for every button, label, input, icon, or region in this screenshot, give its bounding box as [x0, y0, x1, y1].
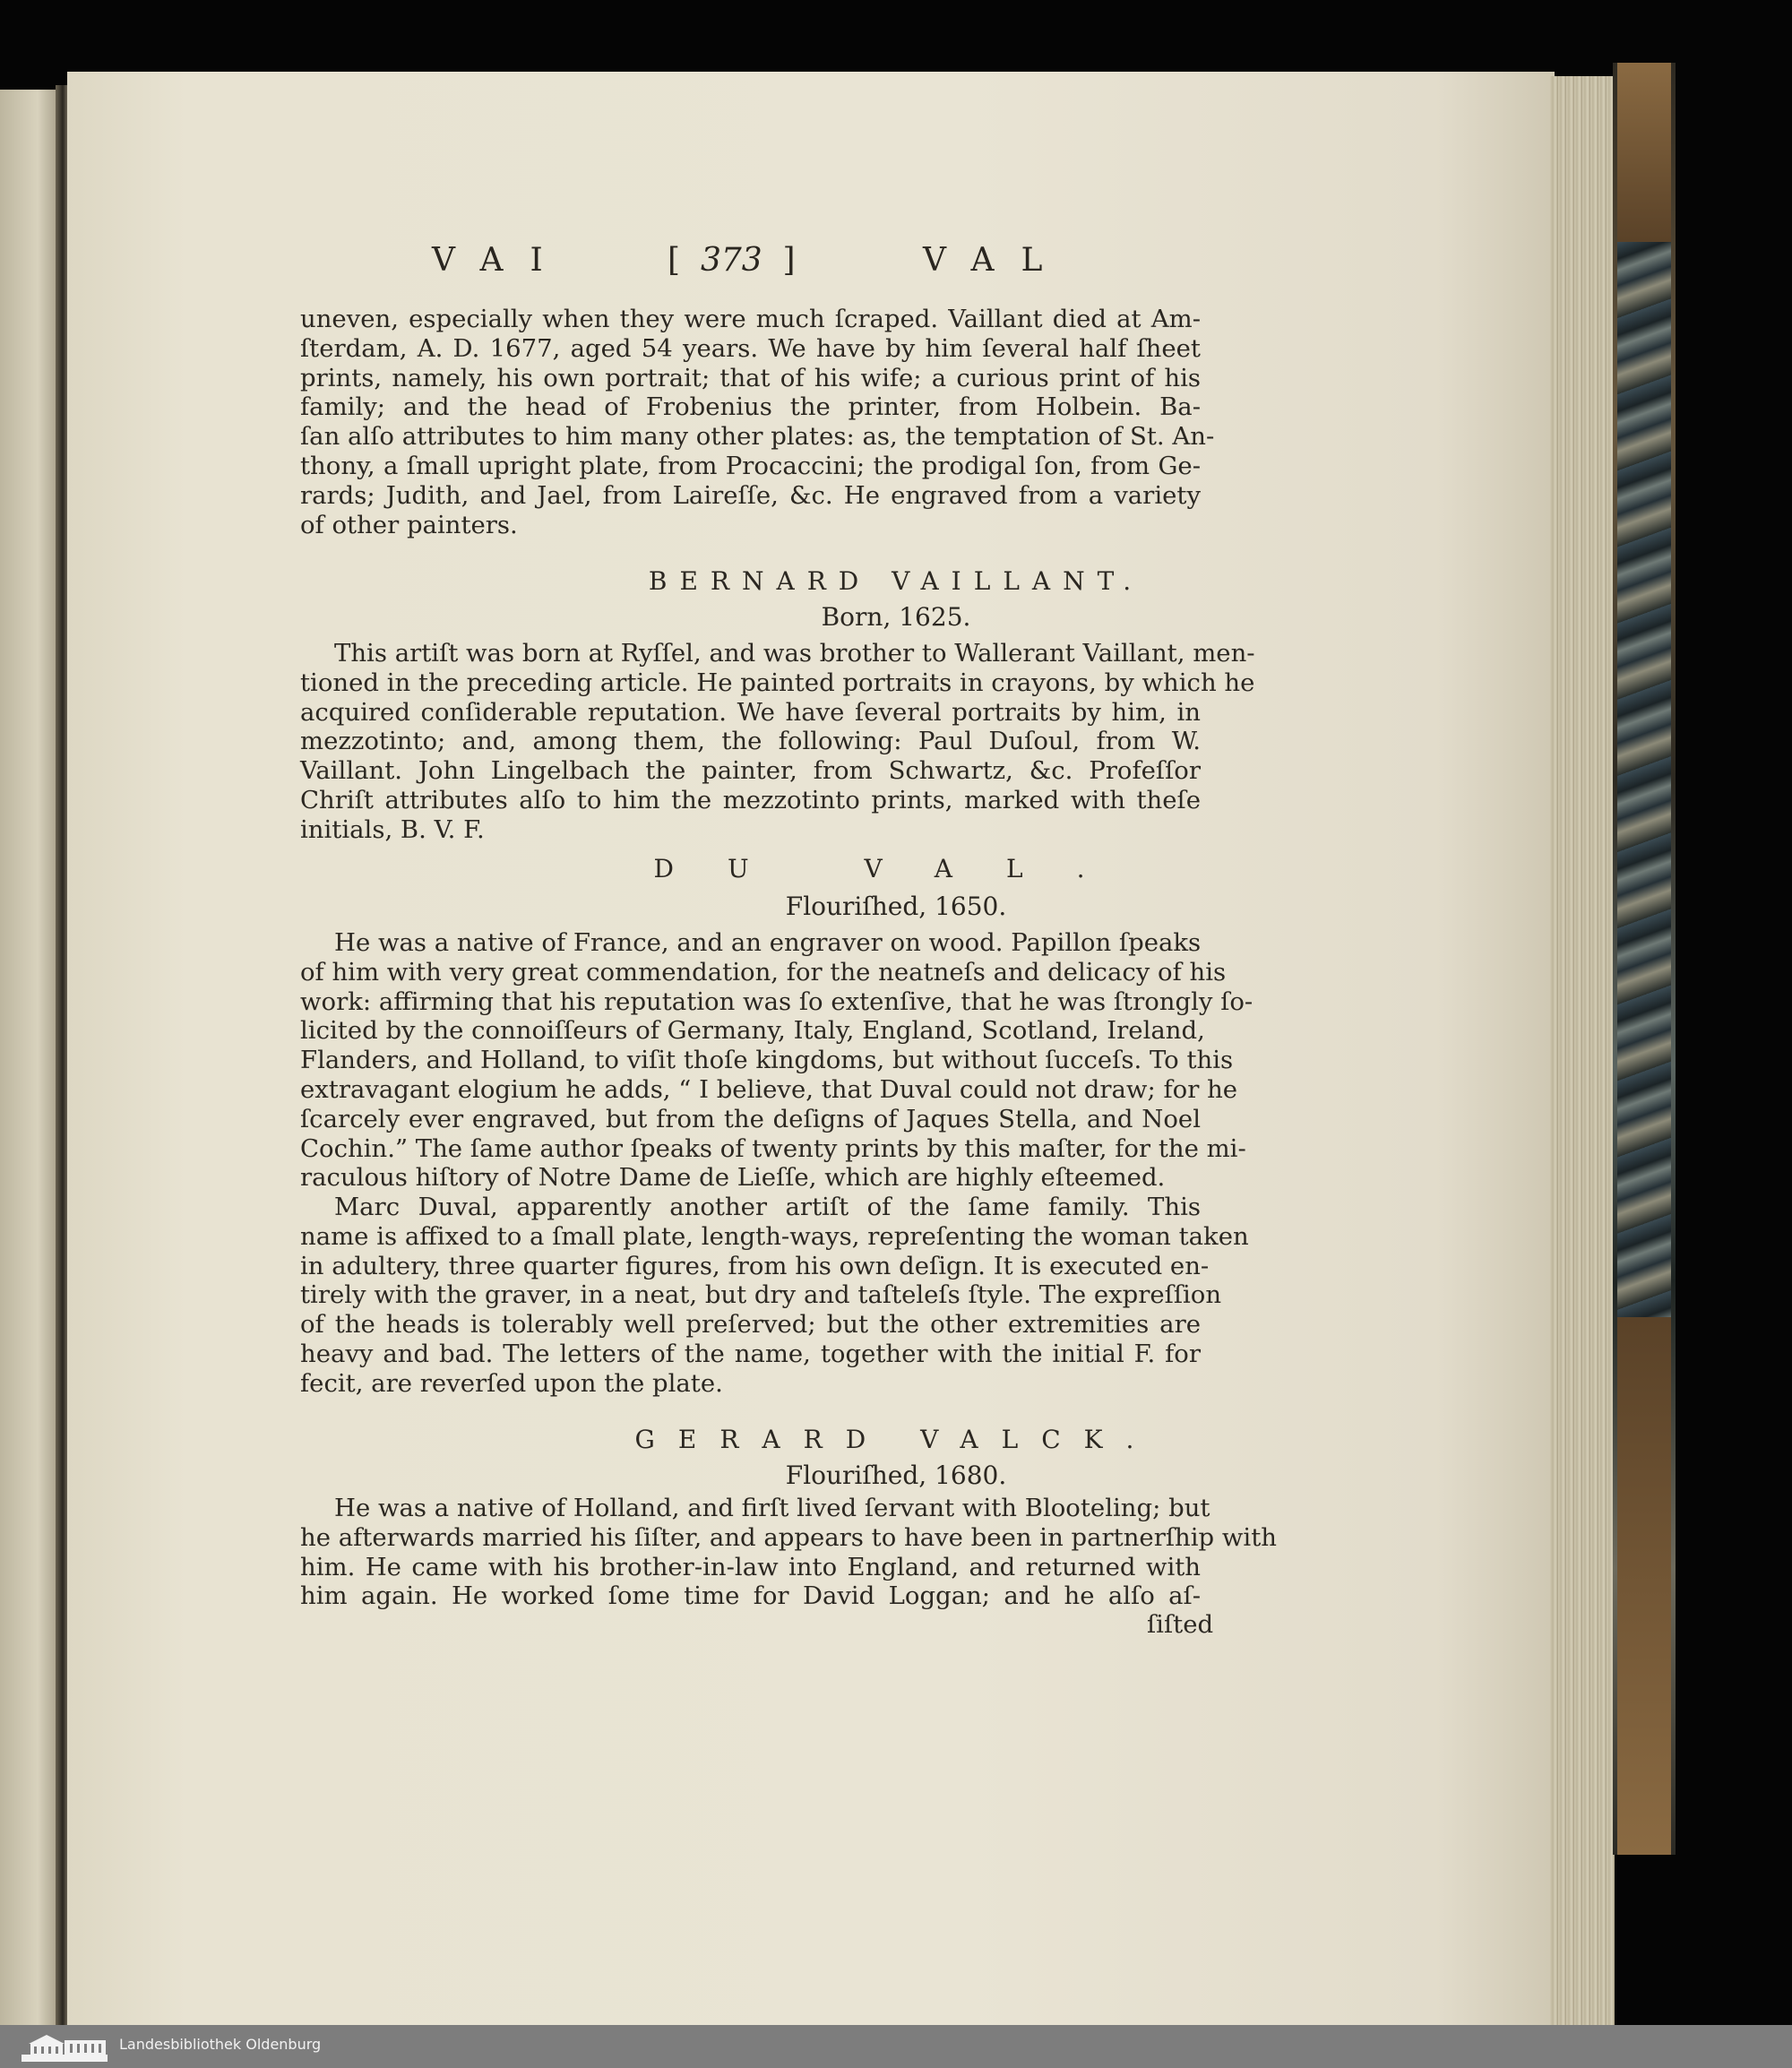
marbled-paper: [1617, 242, 1671, 1317]
page-number: [ 373 ]: [668, 242, 796, 279]
catchword: ſiſted: [1147, 1610, 1214, 1639]
text-line: ſan alſo attributes to him many other plates: as, the temptation of St. An-: [300, 422, 1215, 452]
text-line: Vaillant. John Lingelbach the painter, from Schwartz, &c. Profeſſor: [300, 756, 1201, 786]
entry-date-duval: Flouriſhed, 1650.: [785, 892, 1007, 921]
text-line: mezzotinto; and, among them, the following: Paul Duſoul, from W.: [300, 727, 1201, 756]
text-line: him again. He worked ſome time for David Loggan; and he alſo aſ-: [300, 1581, 1201, 1611]
text-line: name is affixed to a ſmall plate, length-ways, repreſenting the woman taken: [300, 1221, 1249, 1251]
paragraph-vaillant-continued: [300, 305, 1215, 539]
text-line: of other painters.: [300, 510, 518, 539]
text-line: ſterdam, A. D. 1677, aged 54 years. We have by him ſeveral half ſheet: [300, 333, 1201, 363]
paragraph-gerard-valck: [300, 1494, 1277, 1611]
entry-heading-gerard-valck: GERARD VALCK.: [634, 1425, 1158, 1454]
text-line: heavy and bad. The letters of the name, together with the initial F. for: [300, 1339, 1201, 1368]
text-line: him. He came with his brother-in-law into England, and returned with: [300, 1552, 1201, 1581]
text-line: fecit, are reverſed upon the plate.: [300, 1368, 723, 1398]
entry-date-gerard-valck: Flouriſhed, 1680.: [785, 1461, 1007, 1490]
cover-leather: [1617, 1317, 1671, 1855]
text-line: This artiſt was born at Ryſſel, and was brother to Wallerant Vaillant, men-: [334, 639, 1255, 668]
text-line: in adultery, three quarter figures, from his own deſign. It is executed en-: [300, 1251, 1210, 1280]
text-line: prints, namely, his own portrait; that of his wife; a curious print of his: [300, 363, 1201, 392]
running-head: [0, 242, 1792, 287]
entry-heading-duval: DU VAL.: [653, 854, 1139, 883]
text-line: of him with very great commendation, for the neatneſs and delicacy of his: [300, 957, 1227, 987]
text-line: Chriſt attributes alſo to him the mezzotinto prints, marked with theſe: [300, 785, 1201, 814]
text-line: of the heads is tolerably well preſerved; but the other extremities are: [300, 1310, 1201, 1340]
page-block-edges: [1550, 76, 1615, 2029]
paragraph-duval: [300, 928, 1254, 1193]
text-line: Flanders, and Holland, to viſit thoſe kingdoms, but without ſucceſs. To this: [300, 1046, 1234, 1075]
paragraph-bernard-vaillant: [300, 639, 1255, 845]
library-building-icon: [20, 2028, 109, 2064]
text-line: family; and the head of Frobenius the printer, from Holbein. Ba-: [300, 392, 1201, 422]
entry-heading-bernard-vaillant: BERNARD VAILLANT.: [648, 566, 1144, 596]
text-line: He was a native of France, and an engraver on wood. Papillon ſpeaks: [334, 928, 1202, 957]
entry-date-bernard-vaillant: Born, 1625.: [821, 602, 971, 632]
running-head-right: VAL: [923, 242, 1070, 279]
paragraph-marc-duval: [300, 1193, 1249, 1399]
text-line: initials, B. V. F.: [300, 814, 485, 844]
text-line: extravagant elogium he adds, “ I believe, that Duval could not draw; for he: [300, 1074, 1238, 1104]
text-line: ſcarcely ever engraved, but from the deſigns of Jaques Stella, and Noel: [300, 1104, 1201, 1133]
text-line: work: affirming that his reputation was ſo extenſive, that he was ſtrongly ſo-: [300, 987, 1254, 1016]
text-line: Cochin.” The ſame author ſpeaks of twenty prints by this maſter, for the mi-: [300, 1133, 1246, 1163]
text-line: tioned in the preceding article. He painted portraits in crayons, by which he: [300, 668, 1255, 697]
text-line: he afterwards married his ſiſter, and appears to have been in partnerſhip with: [300, 1522, 1277, 1552]
text-line: licited by the connoiſſeurs of Germany, Italy, England, Scotland, Ireland,: [300, 1016, 1205, 1046]
text-line: tirely with the graver, in a neat, but dry and taſteleſs ſtyle. The expreſſion: [300, 1280, 1222, 1310]
text-line: raculous hiſtory of Notre Dame de Lieſſe, which are highly eſteemed.: [300, 1163, 1166, 1193]
text-line: Marc Duval, apparently another artiſt of the ſame family. This: [334, 1193, 1201, 1221]
facing-page-edge: [0, 90, 63, 2025]
text-line: uneven, especially when they were much ſcraped. Vaillant died at Am-: [300, 305, 1201, 333]
text-line: He was a native of Holland, and firſt lived ſervant with Blooteling; but: [334, 1494, 1210, 1522]
cover-leather: [1617, 63, 1671, 242]
text-line: thony, a ſmall upright plate, from Procaccini; the prodigal ſon, from Ge-: [300, 451, 1201, 480]
library-name: Landesbibliothek Oldenburg: [119, 2036, 322, 2053]
running-head-left: VAI: [432, 242, 570, 279]
text-line: rards; Judith, and Jael, from Laireſſe, &c. He engraved from a variety: [300, 480, 1201, 510]
text-line: acquired conſiderable reputation. We have ſeveral portraits by him, in: [300, 697, 1201, 727]
